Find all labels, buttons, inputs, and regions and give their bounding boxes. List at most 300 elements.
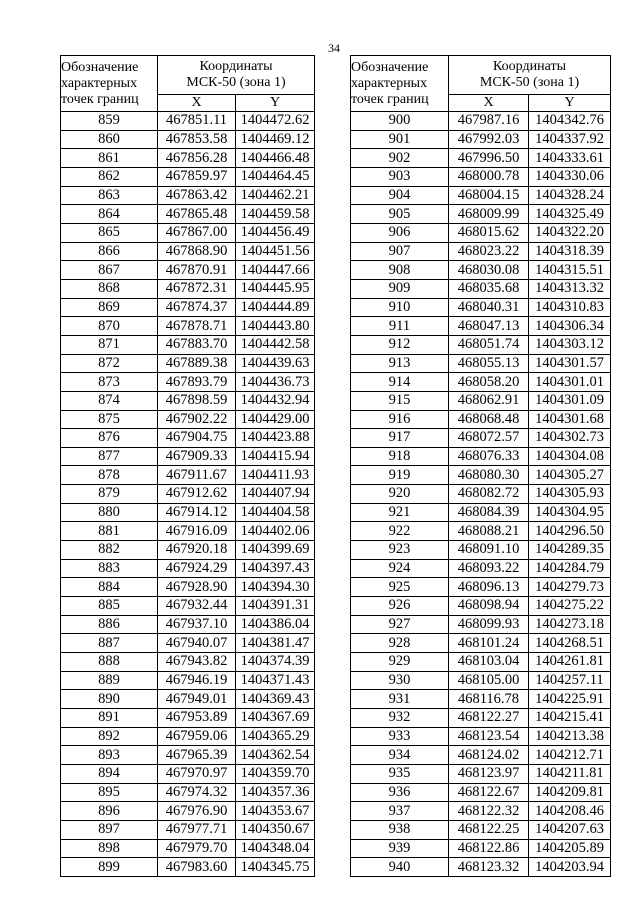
y-coordinate-cell: 1404443.80 [236,317,315,336]
x-coordinate-cell: 467872.31 [158,279,236,298]
x-coordinate-cell: 467868.90 [158,242,236,261]
point-number-cell: 890 [61,690,158,709]
x-coordinate-cell: 468023.22 [449,242,529,261]
x-coordinate-cell: 467970.97 [158,764,236,783]
table-row [351,802,611,821]
table-row [61,839,315,858]
x-coordinate-cell: 468030.08 [449,261,529,280]
point-number-cell: 889 [61,671,158,690]
table-row [61,858,315,877]
point-number-cell: 861 [61,149,158,168]
point-number-cell: 925 [351,578,449,597]
coordinates-header-line: МСК-50 (зона 1) [479,75,580,90]
y-coordinate-cell: 1404284.79 [529,559,611,578]
x-coordinate-cell: 468068.48 [449,410,529,429]
table-row [351,764,611,783]
table-row [61,615,315,634]
x-coordinate-cell: 468122.32 [449,802,529,821]
point-number-cell: 923 [351,541,449,560]
point-number-cell: 866 [61,242,158,261]
y-coordinate-cell: 1404225.91 [529,690,611,709]
x-coordinate-cell: 468099.93 [449,615,529,634]
y-coordinate-cell: 1404423.88 [236,429,315,448]
x-coordinate-cell: 467965.39 [158,746,236,765]
y-coordinate-cell: 1404328.24 [529,186,611,205]
y-coordinate-cell: 1404313.32 [529,279,611,298]
y-coordinate-cell: 1404261.81 [529,653,611,672]
x-coordinate-cell: 468098.94 [449,597,529,616]
point-number-cell: 860 [61,130,158,149]
x-coordinate-cell: 467949.01 [158,690,236,709]
table-row [61,279,315,298]
x-coordinate-cell: 467928.90 [158,578,236,597]
table-row [61,727,315,746]
x-coordinate-cell: 468055.13 [449,354,529,373]
x-coordinate-cell: 468101.24 [449,634,529,653]
point-number-cell: 876 [61,429,158,448]
x-coordinate-cell: 468088.21 [449,522,529,541]
y-coordinate-cell: 1404442.58 [236,335,315,354]
table-row [61,466,315,485]
table-row [351,709,611,728]
y-coordinate-cell: 1404456.49 [236,223,315,242]
y-coordinate-cell: 1404367.69 [236,709,315,728]
x-coordinate-cell: 467940.07 [158,634,236,653]
x-coordinate-cell: 468093.22 [449,559,529,578]
table-row [61,167,315,186]
x-coordinate-cell: 467874.37 [158,298,236,317]
point-number-cell: 939 [351,839,449,858]
point-number-cell: 926 [351,597,449,616]
table-row [351,130,611,149]
table-row [351,242,611,261]
point-number-cell: 924 [351,559,449,578]
table-row [61,410,315,429]
point-number-cell: 899 [61,858,158,877]
point-number-cell: 916 [351,410,449,429]
table-row [61,653,315,672]
table-row [351,112,611,131]
y-coordinate-cell: 1404415.94 [236,447,315,466]
x-coordinate-cell: 467924.29 [158,559,236,578]
point-number-cell: 915 [351,391,449,410]
y-coordinate-cell: 1404374.39 [236,653,315,672]
y-coordinate-cell: 1404203.94 [529,858,611,877]
table-row [351,522,611,541]
y-coordinate-cell: 1404472.62 [236,112,315,131]
table-row [351,597,611,616]
x-coordinate-cell: 467983.60 [158,858,236,877]
y-coordinate-cell: 1404322.20 [529,223,611,242]
x-coordinate-cell: 468116.78 [449,690,529,709]
point-number-cell: 892 [61,727,158,746]
x-coordinate-cell: 467856.28 [158,149,236,168]
designation-header-line: Обозначение [61,59,139,75]
table-row [61,447,315,466]
x-coordinate-cell: 468040.31 [449,298,529,317]
point-number-cell: 911 [351,317,449,336]
y-coordinate-cell: 1404205.89 [529,839,611,858]
y-coordinate-cell: 1404429.00 [236,410,315,429]
y-coordinate-cell: 1404304.08 [529,447,611,466]
point-number-cell: 900 [351,112,449,131]
y-coordinate-cell: 1404301.68 [529,410,611,429]
point-number-cell: 903 [351,167,449,186]
x-coordinate-cell: 467974.32 [158,783,236,802]
x-coordinate-cell: 468091.10 [449,541,529,560]
table-row [61,391,315,410]
x-coordinate-cell: 467937.10 [158,615,236,634]
point-number-cell: 881 [61,522,158,541]
table-row [61,298,315,317]
x-coordinate-cell: 468122.25 [449,820,529,839]
x-coordinate-cell: 468051.74 [449,335,529,354]
y-coordinate-cell: 1404330.06 [529,167,611,186]
y-coordinate-cell: 1404211.81 [529,764,611,783]
table-row [61,223,315,242]
point-number-cell: 917 [351,429,449,448]
table-row [351,223,611,242]
y-coordinate-cell: 1404306.34 [529,317,611,336]
y-coordinate-cell: 1404381.47 [236,634,315,653]
x-coordinate-cell: 467920.18 [158,541,236,560]
x-coordinate-cell: 467853.58 [158,130,236,149]
point-number-cell: 898 [61,839,158,858]
table-row [61,709,315,728]
table-row [351,839,611,858]
x-coordinate-cell: 468103.04 [449,653,529,672]
point-number-cell: 872 [61,354,158,373]
table-row [351,447,611,466]
x-coordinate-cell: 468123.97 [449,764,529,783]
page-number: 34 [328,41,340,55]
table-row [351,858,611,877]
point-number-cell: 893 [61,746,158,765]
point-number-cell: 936 [351,783,449,802]
x-coordinate-cell: 468080.30 [449,466,529,485]
table-row [61,317,315,336]
y-coordinate-cell: 1404342.76 [529,112,611,131]
x-coordinate-cell: 467996.50 [449,149,529,168]
y-coordinate-cell: 1404279.73 [529,578,611,597]
table-row [351,541,611,560]
table-row [61,690,315,709]
y-coordinate-cell: 1404404.58 [236,503,315,522]
point-number-cell: 908 [351,261,449,280]
designation-header-line: точек границ [351,91,429,107]
y-coordinate-cell: 1404215.41 [529,709,611,728]
table-row [351,410,611,429]
coordinates-header-line: Координаты [493,59,566,74]
point-number-cell: 920 [351,485,449,504]
point-number-cell: 913 [351,354,449,373]
table-row [61,149,315,168]
table-row [351,727,611,746]
y-coordinate-cell: 1404350.67 [236,820,315,839]
y-coordinate-cell: 1404333.61 [529,149,611,168]
point-number-cell: 934 [351,746,449,765]
x-coordinate-cell: 467902.22 [158,410,236,429]
x-coordinate-cell: 467976.90 [158,802,236,821]
point-number-cell: 862 [61,167,158,186]
table-row [61,820,315,839]
table-row [61,186,315,205]
table-row [61,671,315,690]
table-row [351,503,611,522]
point-number-cell: 878 [61,466,158,485]
point-number-cell: 896 [61,802,158,821]
table-row [351,335,611,354]
table-row [351,298,611,317]
table-row [351,634,611,653]
point-number-cell: 875 [61,410,158,429]
table-row [61,354,315,373]
y-coordinate-cell: 1404345.75 [236,858,315,877]
y-coordinate-cell: 1404305.93 [529,485,611,504]
y-coordinate-cell: 1404447.66 [236,261,315,280]
x-coordinate-cell: 467898.59 [158,391,236,410]
table-row [61,541,315,560]
x-coordinate-cell: 467992.03 [449,130,529,149]
point-number-cell: 935 [351,764,449,783]
coordinates-header-line: Координаты [199,59,273,74]
point-number-cell: 912 [351,335,449,354]
designation-header-line: характерных [61,75,138,91]
y-coordinate-cell: 1404359.70 [236,764,315,783]
point-number-cell: 867 [61,261,158,280]
point-number-cell: 919 [351,466,449,485]
y-coordinate-cell: 1404399.69 [236,541,315,560]
x-coordinate-cell: 467889.38 [158,354,236,373]
point-number-cell: 929 [351,653,449,672]
point-number-cell: 909 [351,279,449,298]
point-number-cell: 905 [351,205,449,224]
x-coordinate-cell: 467943.82 [158,653,236,672]
y-coordinate-cell: 1404273.18 [529,615,611,634]
table-row [61,559,315,578]
y-coordinate-cell: 1404301.09 [529,391,611,410]
point-number-cell: 932 [351,709,449,728]
y-coordinate-cell: 1404444.89 [236,298,315,317]
y-coordinate-cell: 1404212.71 [529,746,611,765]
table-row [61,503,315,522]
y-coordinate-cell: 1404275.22 [529,597,611,616]
x-coordinate-cell: 468000.78 [449,167,529,186]
y-coordinate-cell: 1404362.54 [236,746,315,765]
table-row [61,597,315,616]
point-number-cell: 928 [351,634,449,653]
point-number-cell: 887 [61,634,158,653]
point-number-cell: 938 [351,820,449,839]
coordinates-table-left [60,55,315,877]
point-number-cell: 868 [61,279,158,298]
table-row [351,820,611,839]
point-number-cell: 864 [61,205,158,224]
y-coordinate-cell: 1404402.06 [236,522,315,541]
x-coordinate-cell: 467953.89 [158,709,236,728]
table-row [61,112,315,131]
point-number-cell: 874 [61,391,158,410]
point-number-cell: 873 [61,373,158,392]
table-row [61,783,315,802]
y-coordinate-cell: 1404208.46 [529,802,611,821]
y-coordinate-cell: 1404445.95 [236,279,315,298]
table-row [61,522,315,541]
y-coordinate-cell: 1404469.12 [236,130,315,149]
y-coordinate-cell: 1404369.43 [236,690,315,709]
point-number-cell: 886 [61,615,158,634]
table-row [61,485,315,504]
y-coordinate-cell: 1404305.27 [529,466,611,485]
point-number-cell: 907 [351,242,449,261]
x-coordinate-cell: 467867.00 [158,223,236,242]
x-coordinate-cell: 468058.20 [449,373,529,392]
point-number-cell: 882 [61,541,158,560]
table-row [61,746,315,765]
y-coordinate-cell: 1404371.43 [236,671,315,690]
y-coordinate-cell: 1404209.81 [529,783,611,802]
table-row [351,466,611,485]
designation-header [351,56,449,112]
y-coordinate-cell: 1404411.93 [236,466,315,485]
table-body-right [351,112,611,877]
y-coordinate-cell: 1404394.30 [236,578,315,597]
coordinates-header-line: МСК-50 (зона 1) [186,75,286,90]
point-number-cell: 910 [351,298,449,317]
x-coordinate-cell: 468047.13 [449,317,529,336]
point-number-cell: 940 [351,858,449,877]
y-coordinate-cell: 1404337.92 [529,130,611,149]
point-number-cell: 931 [351,690,449,709]
y-coordinate-cell: 1404301.01 [529,373,611,392]
point-number-cell: 877 [61,447,158,466]
x-coordinate-cell: 467977.71 [158,820,236,839]
x-coordinate-cell: 468122.86 [449,839,529,858]
table-row [351,149,611,168]
y-coordinate-cell: 1404386.04 [236,615,315,634]
y-coordinate-cell: 1404432.94 [236,391,315,410]
y-coordinate-cell: 1404318.39 [529,242,611,261]
x-coordinate-cell: 467916.09 [158,522,236,541]
table-row [351,373,611,392]
y-coordinate-cell: 1404302.73 [529,429,611,448]
y-coordinate-cell: 1404296.50 [529,522,611,541]
table-row [351,429,611,448]
y-coordinate-cell: 1404436.73 [236,373,315,392]
x-coordinate-cell: 467912.62 [158,485,236,504]
table-row [61,764,315,783]
y-coordinate-cell: 1404325.49 [529,205,611,224]
point-number-cell: 859 [61,112,158,131]
table-row [61,429,315,448]
point-number-cell: 937 [351,802,449,821]
point-number-cell: 869 [61,298,158,317]
table-row [61,335,315,354]
point-number-cell: 894 [61,764,158,783]
y-coordinate-cell: 1404365.29 [236,727,315,746]
point-number-cell: 897 [61,820,158,839]
x-coordinate-cell: 467979.70 [158,839,236,858]
designation-header-line: Обозначение [351,59,429,75]
table-row [61,578,315,597]
x-coordinate-cell: 467932.44 [158,597,236,616]
x-coordinate-cell: 467911.67 [158,466,236,485]
point-number-cell: 883 [61,559,158,578]
designation-header [61,56,158,112]
x-coordinate-cell: 468124.02 [449,746,529,765]
table-row [61,634,315,653]
table-row [61,130,315,149]
y-coordinate-cell: 1404348.04 [236,839,315,858]
x-coordinate-cell: 468004.15 [449,186,529,205]
y-coordinate-cell: 1404407.94 [236,485,315,504]
point-number-cell: 921 [351,503,449,522]
y-coordinate-cell: 1404353.67 [236,802,315,821]
point-number-cell: 927 [351,615,449,634]
point-number-cell: 904 [351,186,449,205]
point-number-cell: 914 [351,373,449,392]
designation-header-line: точек границ [61,91,139,107]
table-row [351,615,611,634]
y-coordinate-cell: 1404268.51 [529,634,611,653]
x-coordinate-cell: 468105.00 [449,671,529,690]
point-number-cell: 933 [351,727,449,746]
y-column-header: Y [236,95,315,112]
table-row [351,783,611,802]
y-coordinate-cell: 1404310.83 [529,298,611,317]
x-coordinate-cell: 467870.91 [158,261,236,280]
y-coordinate-cell: 1404462.21 [236,186,315,205]
y-coordinate-cell: 1404464.45 [236,167,315,186]
table-row [351,690,611,709]
x-coordinate-cell: 468122.27 [449,709,529,728]
table-row [351,485,611,504]
x-coordinate-cell: 467987.16 [449,112,529,131]
point-number-cell: 880 [61,503,158,522]
table-row [61,205,315,224]
point-number-cell: 870 [61,317,158,336]
coordinates-table-right [350,55,611,877]
y-coordinate-cell: 1404439.63 [236,354,315,373]
point-number-cell: 891 [61,709,158,728]
y-coordinate-cell: 1404391.31 [236,597,315,616]
x-column-header: X [158,95,236,112]
x-coordinate-cell: 468096.13 [449,578,529,597]
x-coordinate-cell: 468122.67 [449,783,529,802]
y-coordinate-cell: 1404289.35 [529,541,611,560]
x-coordinate-cell: 467883.70 [158,335,236,354]
table-row [351,186,611,205]
table-row [351,391,611,410]
table-row [351,671,611,690]
table-row [61,242,315,261]
table-row [351,279,611,298]
point-number-cell: 902 [351,149,449,168]
table-body-left [61,112,315,877]
x-coordinate-cell: 467863.42 [158,186,236,205]
point-number-cell: 922 [351,522,449,541]
point-number-cell: 895 [61,783,158,802]
table-row [351,578,611,597]
y-coordinate-cell: 1404357.36 [236,783,315,802]
x-coordinate-cell: 467859.97 [158,167,236,186]
x-coordinate-cell: 468084.39 [449,503,529,522]
x-coordinate-cell: 468082.72 [449,485,529,504]
x-coordinate-cell: 467904.75 [158,429,236,448]
point-number-cell: 885 [61,597,158,616]
table-row [351,205,611,224]
x-coordinate-cell: 468009.99 [449,205,529,224]
